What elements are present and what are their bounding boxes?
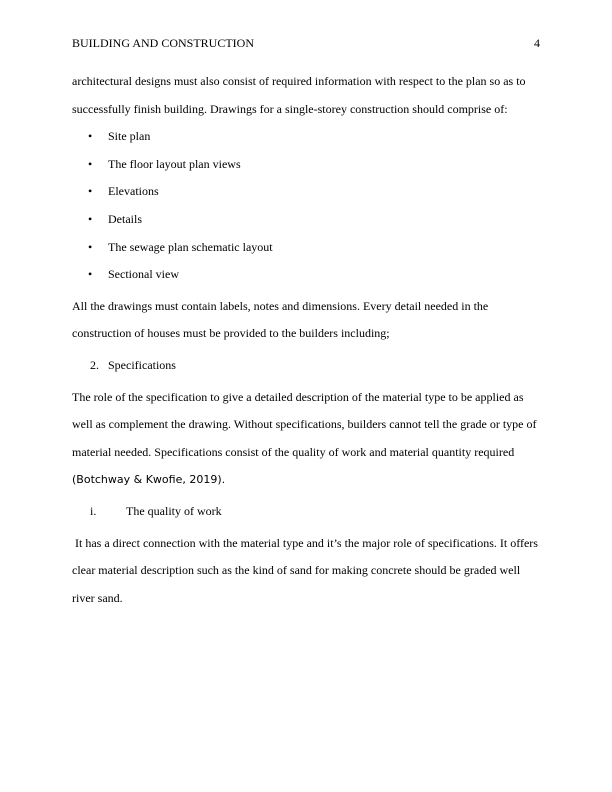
bullet-icon: • xyxy=(88,211,93,226)
text-line: All the drawings must contain labels, notes and dimensions. Every detail needed in the xyxy=(72,298,489,313)
text-line: The role of the specification to give a detailed description of the material type to be applied as xyxy=(72,389,524,404)
bullet-icon: • xyxy=(88,156,93,171)
text-line: well as complement the drawing. Without specifications, builders cannot tell the grade or type of xyxy=(72,417,537,432)
section-number: 2. xyxy=(90,357,99,372)
text-line: construction of houses must be provided to the builders including; xyxy=(72,326,390,341)
text-line: clear material description such as the kind of sand for making concrete should be graded well xyxy=(72,563,521,578)
bullet-icon: • xyxy=(88,239,93,254)
text-line: river sand. xyxy=(72,590,123,605)
list-item: • Sectional view xyxy=(72,261,540,289)
page-number: 4 xyxy=(534,36,540,50)
list-item: • Site plan xyxy=(72,123,540,151)
section-title: Specifications xyxy=(108,357,176,372)
paragraph-quality-of-work xyxy=(72,530,540,613)
text-line: architectural designs must also consist of required information with respect to the plan so as to xyxy=(72,74,526,88)
list-item: • Details xyxy=(72,206,540,234)
document-body xyxy=(72,68,540,612)
text-line: material needed. Specifications consist of the quality of work and material quantity required xyxy=(72,444,515,459)
list-item: • The sewage plan schematic layout xyxy=(72,234,540,262)
text-line: successfully finish building. Drawings for a single-storey construction should comprise of: xyxy=(72,101,508,116)
section-heading-specifications xyxy=(72,352,540,380)
citation: (Botchway & Kwofie, 2019). xyxy=(72,473,226,487)
subsection-heading-quality-of-work xyxy=(72,498,540,526)
paragraph-drawings-labels xyxy=(72,293,540,348)
bullet-icon: • xyxy=(88,267,93,282)
list-item: • Elevations xyxy=(72,178,540,206)
text-line: It has a direct connection with the material type and it’s the major role of specifications. It offers xyxy=(72,535,538,550)
paragraph-architectural-designs xyxy=(72,68,540,123)
subsection-number: i. xyxy=(90,503,97,518)
drawings-bullet-list xyxy=(72,123,540,289)
list-item: • The floor layout plan views xyxy=(72,151,540,179)
running-header xyxy=(72,36,540,52)
subsection-title: The quality of work xyxy=(126,503,222,518)
paragraph-specification-role xyxy=(72,384,540,494)
bullet-icon: • xyxy=(88,129,93,144)
header-title: BUILDING AND CONSTRUCTION xyxy=(72,36,254,50)
text-line xyxy=(72,466,540,494)
bullet-icon: • xyxy=(88,184,93,199)
